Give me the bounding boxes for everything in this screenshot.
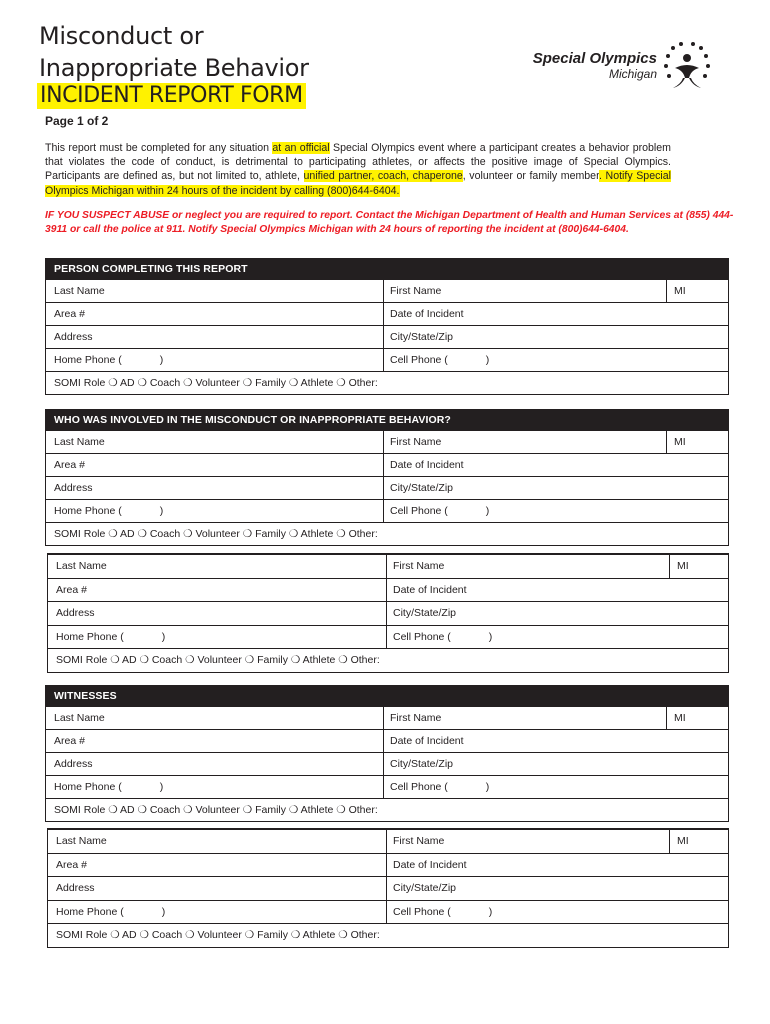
- home-phone-field[interactable]: [46, 776, 384, 798]
- home-phone-label: Home Phone (: [54, 354, 122, 367]
- section-header: PERSON COMPLETING THIS REPORT: [46, 259, 728, 280]
- somi-role-field[interactable]: SOMI Role ❍ AD ❍ Coach ❍ Volunteer ❍ Family ❍ Athlete ❍ Other:: [54, 377, 378, 390]
- home-phone-field[interactable]: [48, 626, 387, 649]
- intro-highlight-1: at an official: [272, 142, 330, 154]
- date-field[interactable]: Date of Incident: [393, 583, 467, 596]
- mi-field[interactable]: MI: [666, 707, 728, 729]
- cell-phone-field[interactable]: [387, 626, 728, 649]
- page-number: Page 1 of 2: [45, 114, 109, 128]
- city-field[interactable]: City/State/Zip: [393, 882, 457, 895]
- section-header: WITNESSES: [46, 686, 728, 707]
- somi-role-field[interactable]: SOMI Role ❍ AD ❍ Coach ❍ Volunteer ❍ Family ❍ Athlete ❍ Other:: [54, 804, 378, 817]
- abuse-notice: IF YOU SUSPECT ABUSE or neglect you are required to report. Contact the Michigan Department of Health and Human Services at (855) 444-3911 or call the police at 911. Notify Special Olympics Michigan with 24 hours of reporting the incident at (800)644-6404.: [45, 210, 734, 236]
- last-name-field[interactable]: Last Name: [48, 555, 387, 578]
- address-field[interactable]: Address: [48, 602, 387, 625]
- logo-name: Special Olympics: [532, 50, 657, 67]
- address-field[interactable]: Address: [48, 877, 387, 900]
- cell-phone-field[interactable]: [384, 776, 728, 798]
- section-involved: [45, 409, 729, 546]
- city-field[interactable]: City/State/Zip: [390, 482, 454, 495]
- paren: ): [161, 905, 166, 918]
- cell-phone-label: Cell Phone (: [390, 354, 448, 367]
- area-field[interactable]: Area #: [48, 579, 387, 602]
- paren: ): [485, 354, 490, 367]
- logo-region: Michigan: [608, 67, 657, 81]
- paren: ): [159, 505, 164, 518]
- cell-phone-label: Cell Phone (: [393, 630, 451, 643]
- last-name-field[interactable]: Last Name: [48, 830, 387, 853]
- city-field[interactable]: City/State/Zip: [390, 331, 454, 344]
- date-field[interactable]: Date of Incident: [390, 735, 464, 748]
- date-field[interactable]: Date of Incident: [393, 858, 467, 871]
- title-line-1: Misconduct or: [39, 22, 204, 50]
- first-name-field[interactable]: First Name: [393, 560, 445, 572]
- cell-phone-label: Cell Phone (: [390, 781, 448, 794]
- mi-field[interactable]: MI: [666, 431, 728, 453]
- witness-2: [47, 828, 729, 948]
- date-field[interactable]: Date of Incident: [390, 459, 464, 472]
- paren: ): [488, 905, 493, 918]
- mi-field[interactable]: MI: [669, 555, 728, 578]
- somi-role-field[interactable]: SOMI Role ❍ AD ❍ Coach ❍ Volunteer ❍ Family ❍ Athlete ❍ Other:: [56, 654, 380, 667]
- first-name-field[interactable]: First Name: [393, 835, 445, 847]
- home-phone-field[interactable]: [46, 500, 384, 522]
- first-name-field[interactable]: First Name: [390, 436, 442, 448]
- paren: ): [488, 630, 493, 643]
- intro-text-1: This report must be completed for any situation: [45, 142, 273, 154]
- city-field[interactable]: City/State/Zip: [393, 607, 457, 620]
- area-field[interactable]: Area #: [46, 730, 384, 752]
- last-name-field[interactable]: Last Name: [46, 280, 384, 302]
- paren: ): [159, 781, 164, 794]
- cell-phone-label: Cell Phone (: [393, 905, 451, 918]
- form-title: INCIDENT REPORT FORM: [37, 83, 306, 109]
- involved-person-2: [47, 553, 729, 673]
- somi-role-field[interactable]: SOMI Role ❍ AD ❍ Coach ❍ Volunteer ❍ Family ❍ Athlete ❍ Other:: [54, 528, 378, 541]
- cell-phone-label: Cell Phone (: [390, 505, 448, 518]
- mi-field[interactable]: MI: [669, 830, 728, 853]
- cell-phone-field[interactable]: [384, 349, 728, 371]
- paren: ): [485, 505, 490, 518]
- intro-paragraph: [45, 141, 671, 198]
- first-name-field[interactable]: First Name: [390, 285, 442, 297]
- title-line-2: Inappropriate Behavior: [39, 54, 309, 82]
- home-phone-field[interactable]: [48, 901, 387, 924]
- home-phone-label: Home Phone (: [56, 630, 124, 643]
- home-phone-label: Home Phone (: [54, 505, 122, 518]
- area-field[interactable]: Area #: [48, 854, 387, 877]
- paren: ): [485, 781, 490, 794]
- home-phone-label: Home Phone (: [54, 781, 122, 794]
- first-name-field[interactable]: First Name: [390, 712, 442, 724]
- section-header: WHO WAS INVOLVED IN THE MISCONDUCT OR INAPPROPRIATE BEHAVIOR?: [46, 410, 728, 431]
- paren: ): [161, 630, 166, 643]
- city-field[interactable]: City/State/Zip: [390, 758, 454, 771]
- paren: ): [159, 354, 164, 367]
- logo-figure-icon: [661, 40, 713, 95]
- intro-highlight-3: . Notify Special Olympics Michigan within 24 hours of the incident by calling (800)644-6404.: [45, 170, 671, 197]
- date-field[interactable]: Date of Incident: [390, 308, 464, 321]
- area-field[interactable]: Area #: [46, 454, 384, 476]
- home-phone-field[interactable]: [46, 349, 384, 371]
- last-name-field[interactable]: Last Name: [46, 707, 384, 729]
- section-person-completing: [45, 258, 729, 395]
- address-field[interactable]: Address: [46, 753, 384, 775]
- address-field[interactable]: Address: [46, 326, 384, 348]
- mi-field[interactable]: MI: [666, 280, 728, 302]
- address-field[interactable]: Address: [46, 477, 384, 499]
- intro-highlight-2: unified partner, coach, chaperone: [303, 170, 463, 183]
- section-witnesses: [45, 685, 729, 822]
- cell-phone-field[interactable]: [387, 901, 728, 924]
- somi-role-field[interactable]: SOMI Role ❍ AD ❍ Coach ❍ Volunteer ❍ Family ❍ Athlete ❍ Other:: [56, 929, 380, 942]
- area-field[interactable]: Area #: [46, 303, 384, 325]
- intro-text-3: , volunteer or family member: [462, 170, 600, 183]
- cell-phone-field[interactable]: [384, 500, 728, 522]
- special-olympics-logo: [503, 40, 713, 95]
- last-name-field[interactable]: Last Name: [46, 431, 384, 453]
- home-phone-label: Home Phone (: [56, 905, 124, 918]
- intro-text-2: Special Olympics event where a participant creates a behavior problem that violates the code of conduct, is detrimental to participating athletes, or affects the positive image of Special Olympics. Participants are defined as, but not limited to, athlete,: [45, 142, 671, 183]
